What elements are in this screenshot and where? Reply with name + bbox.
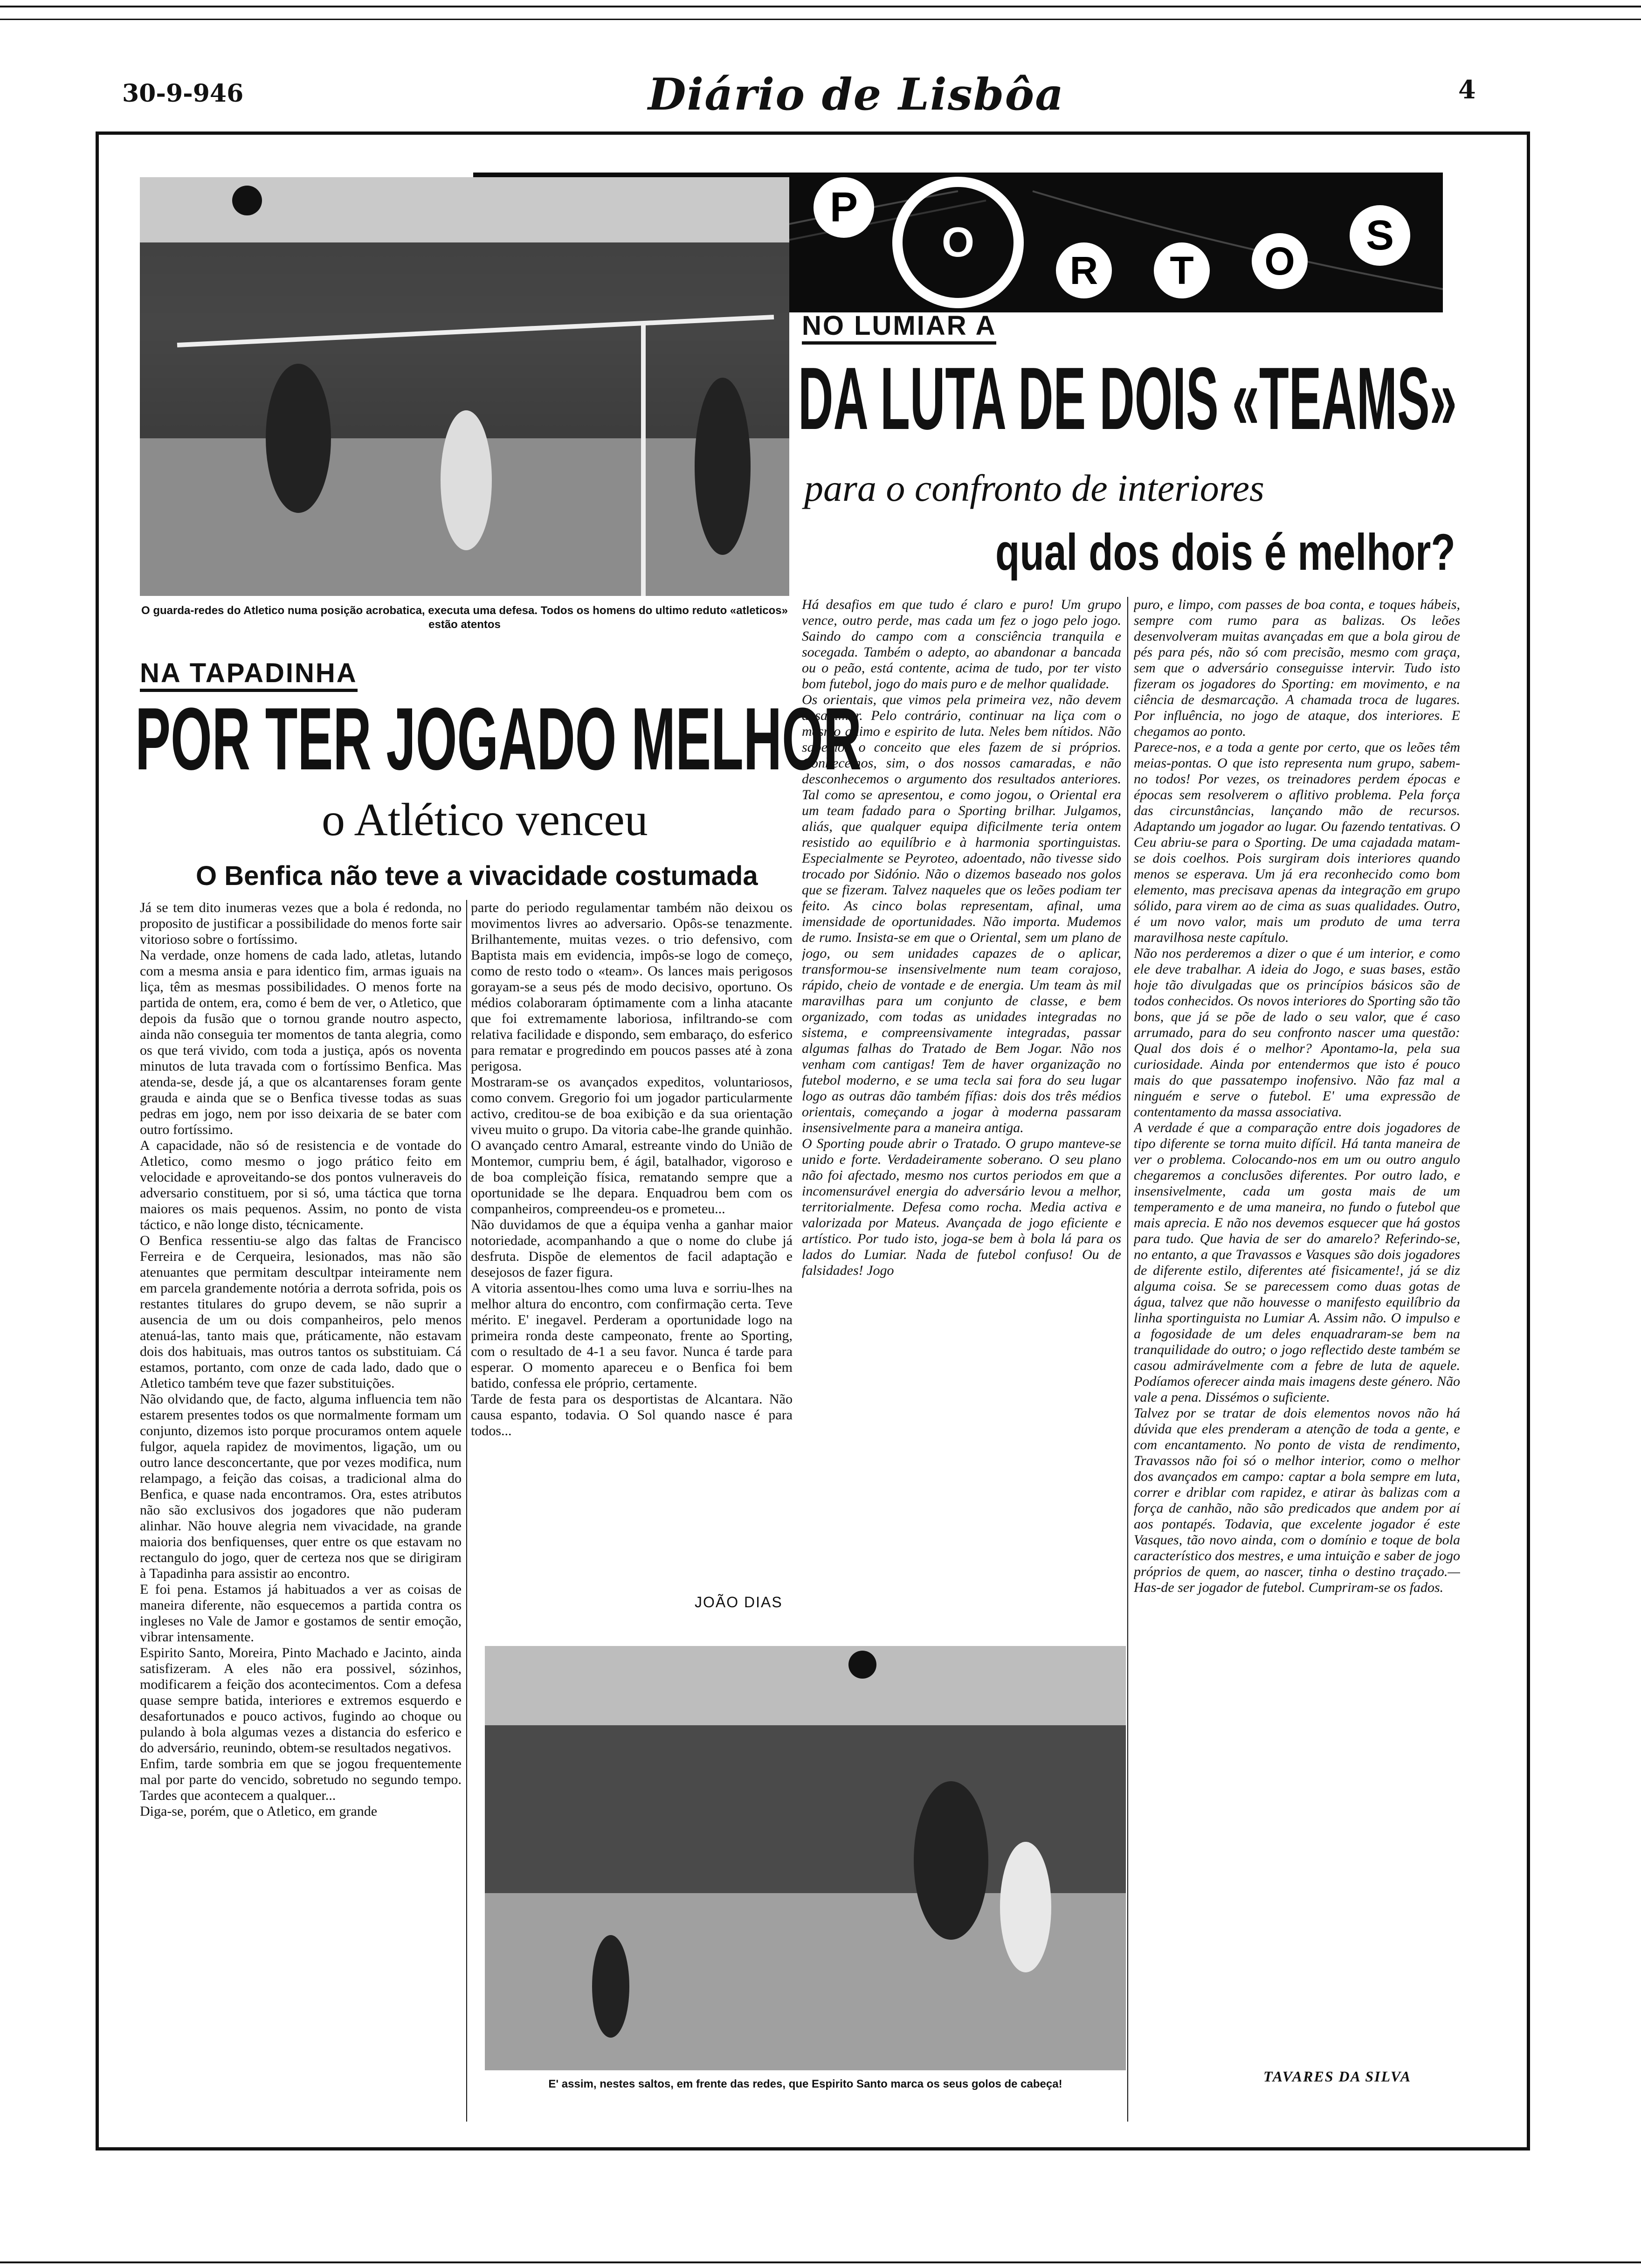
- photo-goalkeeper-scene: [140, 177, 789, 596]
- masthead-date: 30-9-946: [122, 79, 244, 108]
- top-rule-1: [0, 6, 1641, 7]
- right-headline: DA LUTA DE DOIS «TEAMS»: [798, 349, 1457, 448]
- banner-letter-t: T: [1154, 242, 1210, 298]
- masthead-title: Diário de Lisbôa: [648, 69, 1065, 120]
- left-column-2: parte do periodo regulamentar também não deixou os movimentos livres ao adversario. Opôs-se tenazmente. Brilhantemente, muitas vezes. o trio defensivo, com Baptista mais em evidencia, impôs-se logo de começo, como de resto todo o «team». Os lances mais perigosos gorayam-se a seus pés de modo decisivo, oportuno. Os médios colaboraram óptimamente com a linha atacante que foi extremamente laboriosa, infiltrando-se com relativa facilidade e dispondo, sem embaraço, do esferico para rematar e progredindo em poucos passes até à zona perigosa. Mostraram-se os avançados expeditos, voluntariosos, como convem. Gregorio foi um jogador particularmente activo, creditou-se de boa exibição e da sua orientação viveu muito o grupo. Da vitoria cabe-lhe grande quinhão. O avançado centro Amaral, estreante vindo do União de Montemor, cumpriu bem, é ágil, batalhador, vigoroso e de boa compleição física, rematando sempre que a oportunidade se lhe depara. Enquadrou bem com os companheiros, compreendeu-os e prometeu... Não duvidamos de que a équipa venha a ganhar maior notoriedade, acompanhando a que o nome do clube já desfruta. Dispõe de elementos de facil adaptação e desejosos de fazer figura. A vitoria assentou-lhes como uma luva e sorriu-lhes na melhor altura do encontro, com confirmação certa. Teve mérito. E' inegavel. Perderam a oportunidade logo na primeira ronda deste campeonato, frente ao Sporting, com o resultado de 4-1 a seu favor. Nunca é tarde para esperar. O momento apareceu e o Benfica foi bem batido, confessa ele próprio, certamente. Tarde de festa para os desportistas de Alcantara. Não causa espanto, todavia. O Sol quando nasce é para todos...: [471, 900, 793, 1438]
- left-column-divider: [466, 900, 467, 2122]
- banner-letter-p: P: [814, 177, 874, 238]
- banner-letter-o: O: [941, 219, 974, 266]
- right-subhead-1: para o confronto de interiores: [804, 467, 1264, 509]
- bottom-rule: [0, 2261, 1641, 2263]
- photo-header-goal: [485, 1646, 1126, 2070]
- left-subhead: o Atlético venceu: [322, 794, 648, 845]
- photo-header-goal-scene: [485, 1646, 1126, 2070]
- left-byline: JOÃO DIAS: [695, 1594, 783, 1611]
- left-kicker: NA TAPADINHA: [140, 657, 358, 692]
- top-rule-2: [0, 19, 1641, 20]
- masthead-page: 4: [1458, 75, 1476, 104]
- left-column-1: Já se tem dito inumeras vezes que a bola é redonda, no proposito de justificar a possibilidade do menos forte sair vitorioso sobre o fortíssimo. Na verdade, onze homens de cada lado, atletas, lutando com a mesma ansia e para identico fim, armas iguais na liça, têm as mesmas possibilidades. O menos forte na partida de ontem, era, como é bem de ver, o Atletico, que depois da fusão que o tornou grande noutro aspecto, ainda não conseguia ter momentos de tanta alegria, como os que terá vivido, com toda a justiça, após os noventa minutos de luta travada com o fortíssimo Benfica. Mas atenda-se, desde já, a que os alcantarenses foram gente grauda e ainda que se o Benfica tivesse todas as suas pedras em jogo, nem por isso deixaria de se bater com outro fortíssimo. A capacidade, não só de resistencia e de vontade do Atletico, como mesmo o jogo prático feito em velocidade e aproveitando-se dos pontos vulneraveis do adversario constituem, por si só, uma táctica que torna maiores os mais pequenos. Assim, no ponto de vista táctico, e não longe disto, técnicamente. O Benfica ressentiu-se algo das faltas de Francisco Ferreira e de Cerqueira, lesionados, mas não são atenuantes que permitam descultpar inteiramente nem em parcela grandemente notória a derrota sofrida, pois os restantes titulares do grupo devem, se não suprir a ausencia de um ou dois companheiros, pelo menos atenuá-las, tanto mais que, práticamente, não estavam dois dos habituais, mas outros tantos os substituiam. Cá estamos, portanto, com onze de cada lado, dado que o Atletico também teve que fazer substituições. Não olvidando que, de facto, alguma influencia tem não estarem presentes todos os que normalmente formam um conjunto, dizemos isto porque procuramos ontem aquele fulgor, aquela rapidez de movimentos, ligação, um ou outro lance desconcertante, que por vezes modifica, num relampago, a feição das coisas, a tradicional alma do Benfica, e quase nada encontramos. Ora, estes atributos não são exclusivos dos jogadores que não puderam alinhar. Não houve alegria nem vivacidade, na grande maioria dos benfiquenses, quer entre os que estavam no rectangulo do jogo, quer de certeza nos que se dirigiram à Tapadinha para assistir ao encontro. E foi pena. Estamos já habituados a ver as coisas de maneira diferente, não esquecemos a partida contra os ingleses no Vale de Jamor e gostamos de sentir emoção, vibrar intensamente. Espirito Santo, Moreira, Pinto Machado e Jacinto, ainda satisfizeram. A eles não era possivel, sózinhos, modificarem a feição dos acontecimentos. Com a defesa quase sempre batida, interiores e extremos esquerdo e desafortunados e pouco activos, fugindo ao choque ou pulando à bola algumas vezes a distancia do esferico e do adversário, reunindo, obtem-se resultados negativos. Enfim, tarde sombria em que se jogou frequentemente mal por parte do vencido, sobretudo no segundo tempo. Tardes que acontecem a qualquer... Diga-se, porém, que o Atletico, em grande: [140, 900, 462, 1819]
- right-column-divider: [1127, 597, 1128, 2122]
- banner-letter-o2: O: [1252, 233, 1308, 289]
- photo-goalkeeper-caption: O guarda-redes do Atletico numa posição acrobatica, executa uma defesa. Todos os homens do ultimo reduto «atleticos» estão atentos: [141, 604, 788, 631]
- banner-letter-r: R: [1056, 242, 1112, 298]
- right-column-1: Há desafios em que tudo é claro e puro! Um grupo vence, outro perde, mas cada um fez o jogo pelo jogo. Saindo do campo com a consciência tranquila e socegada. Também o adepto, ao abandonar a bancada ou o peão, está contente, acima de tudo, por ter visto bom futebol, jogo do mais puro e de melhor qualidade. Os orientais, que vimos pela primeira vez, não devem desanimar. Pelo contrário, continuar na liça com o mesmo animo e espirito de luta. Neles bem nítidos. Não sabemos o conceito que eles fazem de si próprios. Conhecemos, sim, o dos nossos camaradas, e não desconhecemos o argumento dos resultados anteriores. Tal como se apresentou, e como jogou, o Oriental era um team fadado para o Sporting brilhar. Julgamos, aliás, que qualquer equipa dificilmente teria ontem resistido ao equilíbrio e à harmonia sportinguistas. Especialmente se Peyroteo, adoentado, não tivesse sido trocado por Sidónio. Não o dizemos baseado nos golos que se fizeram. Talvez naqueles que os leões podiam ter feito. As cinco bolas representam, afinal, uma imensidade de oportunidades. Não importa. Mudemos de rumo. Insista-se em que o Oriental, sem um plano de jogo, ou sem unidades capazes de o aplicar, transformou-se insensivelmente num team corajoso, rápido, cheio de vontade e de energia. Um team às mil maravilhas para um conjunto de classe, e bem organizado, com todas as unidades integradas no sistema, e compreensivamente integradas, passar algumas falhas do Tratado de Bem Jogar. Não nos venham com cantigas! Tem de haver organização no futebol moderno, e se uma tecla sai fora do seu lugar logo as outras dão também fífias: dois dos três médios orientais, começando a jogar à moderna passaram insensivelmente para a maneira antiga. O Sporting poude abrir o Tratado. O grupo manteve-se unido e forte. Verdadeiramente soberano. O seu plano não foi afectado, mesmo nos curtos periodos em que a incomensurável energia do adversário levou a melhor, territorialmente. Defesa como rocha. Media activa e valorizada por Mateus. Avançada de jogo eficiente e artístico. Por tudo isto, joga-se bem à bola lá para os lados do Lumiar. Nada de futebol confuso! Ou de falsidades! Jogo: [802, 597, 1121, 1278]
- left-deck: O Benfica não teve a vivacidade costumada: [196, 861, 758, 891]
- right-column-2: puro, e limpo, com passes de boa conta, e toques hábeis, sempre com rumo para as balizas. Os leões desenvolveram muitas avançadas em que a bola girou de pés para pés, não só com precisão, mesmo com graça, sem que o adversário conseguisse intervir. Tudo isto fizeram os jogadores do Sporting: em movimento, e na ciência de desmarcação. A chamada troca de lugares. Por influência, no jogo de ataque, dos interiores. E chegamos ao ponto. Parece-nos, e a toda a gente por certo, que os leões têm meias-pontas. O que isto representa num grupo, sabem-no todos! Por vezes, os treinadores perdem épocas e épocas sem resolverem o aflitivo problema. Pela força das circunstâncias, lançando mão de recursos. Adaptando um jogador ao lugar. Ou fazendo tentativas. O Ceu abriu-se para o Sporting. De uma cajadada matam-se dois coelhos. Pois surgiram dois interiores quando menos se esperava. Um já era reconhecido como bom elemento, mas precisava apenas da integração em grupo sólido, para virem ao de cima as suas qualidades. Outro, é um novo valor, mais um produto de uma terra maravilhosa neste capítulo. Não nos perderemos a dizer o que é um interior, e como ele deve trabalhar. A ideia do Jogo, e suas bases, estão hoje tão divulgadas que os princípios básicos são de todos conhecidos. Os novos interiores do Sporting são tão bons, que já se põe de lado o seu valor, que é caso arrumado, para do seu confronto nascer uma questão: Qual dos dois é o melhor? Apontamo-la, pela sua curiosidade. Ainda por entendermos que isto é pouco mais do que passatempo inofensivo. Não faz mal a ninguém e serve o futebol. E' uma expressão de contentamento da massa associativa. A verdade é que a comparação entre dois jogadores de tipo diferente se torna muito difícil. Há tanta maneira de ver o problema. Colocando-nos em um ou outro angulo chegaremos a conclusões diferentes. Por outro lado, e insensivelmente, cada um gosta mais de um temperamento e de uma maneira, no fundo o futebol que mais aprecia. E não nos devemos esquecer que há gostos para tudo. Que havia de ser do amarelo? Referindo-se, no entanto, a que Travassos e Vasques são dois jogadores de diferente estilo, diferentes até fisicamente!, já se diz alguma coisa. Se se parecessem como duas gotas de água, talvez que não houvesse o manifesto equilíbrio da linha sportinguista no Lumiar A. Assim não. O impulso e a fogosidade de um deles enquadraram-se bem na tranquilidade do outro; o jogo reflectido deste também se casou admirávelmente com a febre de luta de aquele. Podíamos oferecer ainda mais imagens deste género. Não vale a pena. Dissémos o suficiente. Talvez por se tratar de dois elementos novos não há dúvida que eles prenderam a atenção de toda a gente, e com encantamento. No ponto de vista de rendimento, Travassos não foi só o melhor interior, como o melhor dos avançados em campo: captar a bola sempre em luta, correr e driblar com rapidez, e atirar às balizas com a força de canhão, não são predicados que andem por aí aos pontapés. Todavia, que excelente jogador é este Vasques, tão novo ainda, com o domínio e toque de bola característico dos mestres, e uma intuição e saber de jogo próprios de quem, ao nascer, tinha o destino traçado.—Has-de ser jogador de futebol. Cumpriram-se os fados.: [1134, 597, 1460, 1595]
- right-subhead-2: qual dos dois é melhor?: [995, 524, 1455, 581]
- photo-goalkeeper: [140, 177, 789, 596]
- photo-header-goal-caption: E' assim, nestes saltos, em frente das redes, que Espirito Santo marca os seus golos de cabeça!: [548, 2078, 1062, 2090]
- right-byline: TAVARES DA SILVA: [1263, 2068, 1412, 2085]
- left-headline: POR TER JOGADO MELHOR: [135, 690, 862, 788]
- right-kicker: NO LUMIAR A: [802, 310, 996, 345]
- banner-letter-s2: S: [1350, 205, 1410, 266]
